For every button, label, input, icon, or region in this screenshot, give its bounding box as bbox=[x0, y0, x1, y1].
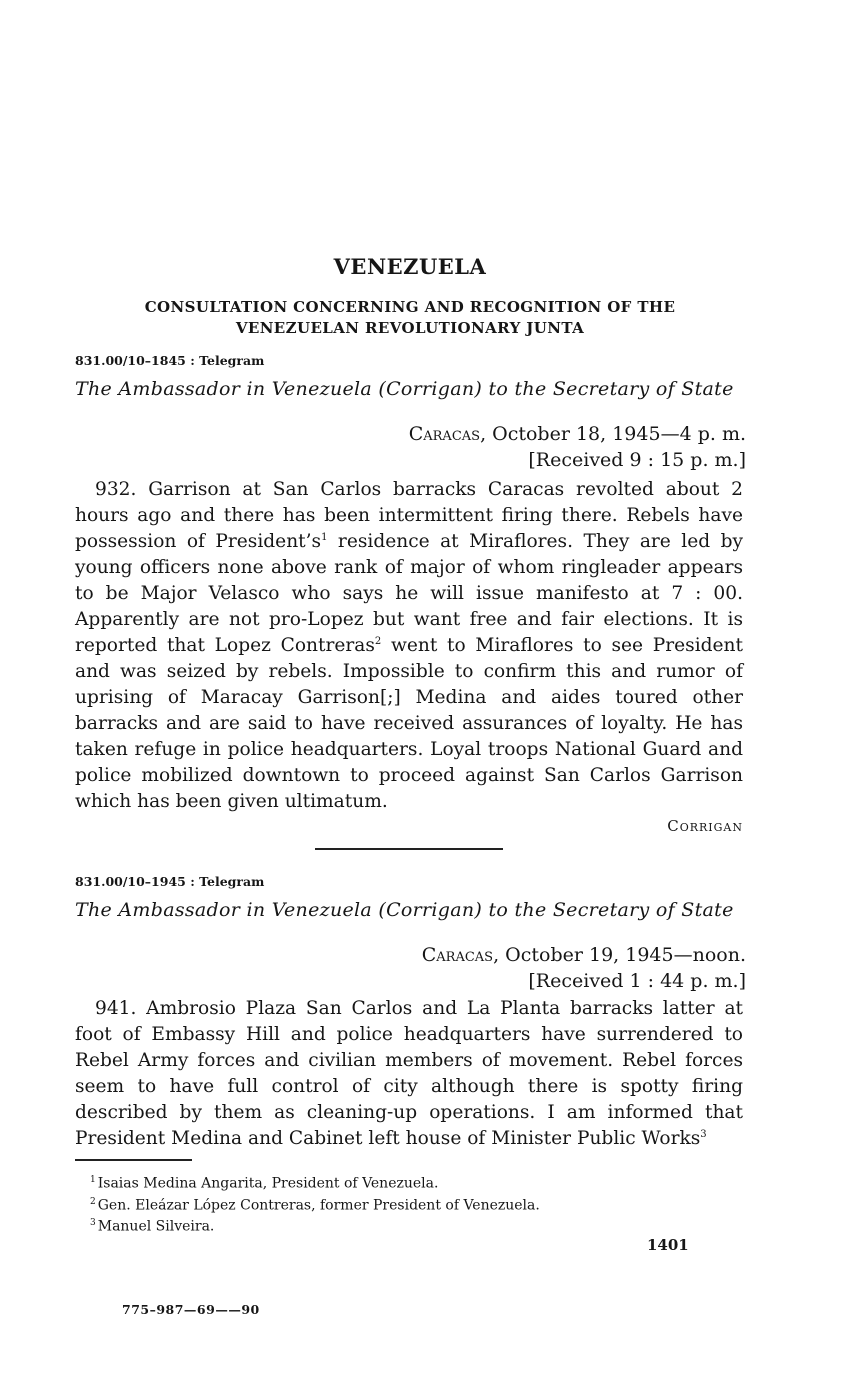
page-number: 1401 bbox=[647, 1236, 689, 1254]
footnote-text: Manuel Silveira. bbox=[97, 1218, 215, 1235]
footnote bbox=[90, 1193, 690, 1215]
received-time: [Received 9 : 15 p. m.] bbox=[528, 449, 746, 471]
print-code: 775–987—69——90 bbox=[122, 1302, 260, 1317]
body-text: 932. Garrison at San Carlos barracks Caracas revolted about 2 hours ago and there has been intermittent firing there. Rebels have possession of President’s bbox=[75, 479, 743, 552]
footnote-ref: 3 bbox=[700, 1128, 707, 1140]
footnote-mark: 1 bbox=[90, 1175, 96, 1185]
footnote-mark: 3 bbox=[90, 1218, 96, 1229]
file-reference: 831.00/10–1845 : Telegram bbox=[75, 353, 265, 368]
footnote bbox=[90, 1214, 690, 1236]
country-heading: VENEZUELA bbox=[333, 254, 487, 279]
section-title-line-2: VENEZUELAN REVOLUTIONARY JUNTA bbox=[235, 319, 585, 337]
footnotes bbox=[90, 1171, 690, 1236]
dateline-date: , October 18, 1945—4 p. m. bbox=[480, 423, 746, 445]
received-time: [Received 1 : 44 p. m.] bbox=[528, 970, 746, 992]
dateline bbox=[409, 421, 746, 447]
body-text: 941. Ambrosio Plaza San Carlos and La Planta barracks latter at foot of Embassy Hill and police headquarters have surrendered to Rebel Army forces and civilian members of movement. Rebel forces seem to have full control of city although there is spotty firing described by them as cleaning-up operations. I am informed that President Medina and Cabinet left house of Minister Public Works bbox=[75, 998, 743, 1149]
footnote-ref: 2 bbox=[374, 635, 382, 647]
dateline-place: Caracas bbox=[421, 944, 494, 966]
dateline bbox=[422, 942, 746, 968]
footnote-text: Gen. Eleázar López Contreras, former President of Venezuela. bbox=[97, 1197, 540, 1214]
dateline-date: , October 19, 1945—noon. bbox=[493, 944, 746, 966]
section-title-line-1: CONSULTATION CONCERNING AND RECOGNITION OF THE bbox=[144, 298, 676, 316]
body-text: went to Miraflores to see President and was seized by rebels. Impossible to confirm this and rumor of uprising of Maracay Garrison[;] Medina and aides toured other barracks and are said to have received assurances of loyalty. He has taken refuge in police headquarters. Loyal troops National Guard and police mobilized downtown to proceed against San Carlos Garrison which has been given ultimatum. bbox=[75, 635, 743, 812]
telegram-body bbox=[75, 477, 743, 815]
signature: Corrigan bbox=[667, 817, 743, 835]
footnote-mark: 2 bbox=[90, 1196, 96, 1207]
document-heading: The Ambassador in Venezuela (Corrigan) to the Secretary of State bbox=[75, 899, 734, 921]
file-reference: 831.00/10–1945 : Telegram bbox=[75, 874, 265, 889]
section-title bbox=[100, 297, 720, 339]
footnote-text: Isaias Medina Angarita, President of Venezuela. bbox=[97, 1175, 439, 1192]
footnote bbox=[90, 1171, 690, 1193]
body-text: residence at Miraflores. They are led by young officers none above rank of major of whom ringleader appears to be Major Velasco who says he will issue manifesto at 7 : 00. Apparently are not pro-Lopez but want free and fair elections. It is reported that Lopez Contreras bbox=[75, 531, 743, 656]
telegram-body bbox=[75, 996, 743, 1152]
dateline-place: Caracas bbox=[408, 423, 481, 445]
footnote-divider bbox=[75, 1159, 192, 1161]
footnote-ref: 1 bbox=[321, 531, 328, 543]
section-divider bbox=[315, 848, 503, 850]
document-heading: The Ambassador in Venezuela (Corrigan) to the Secretary of State bbox=[75, 378, 734, 400]
